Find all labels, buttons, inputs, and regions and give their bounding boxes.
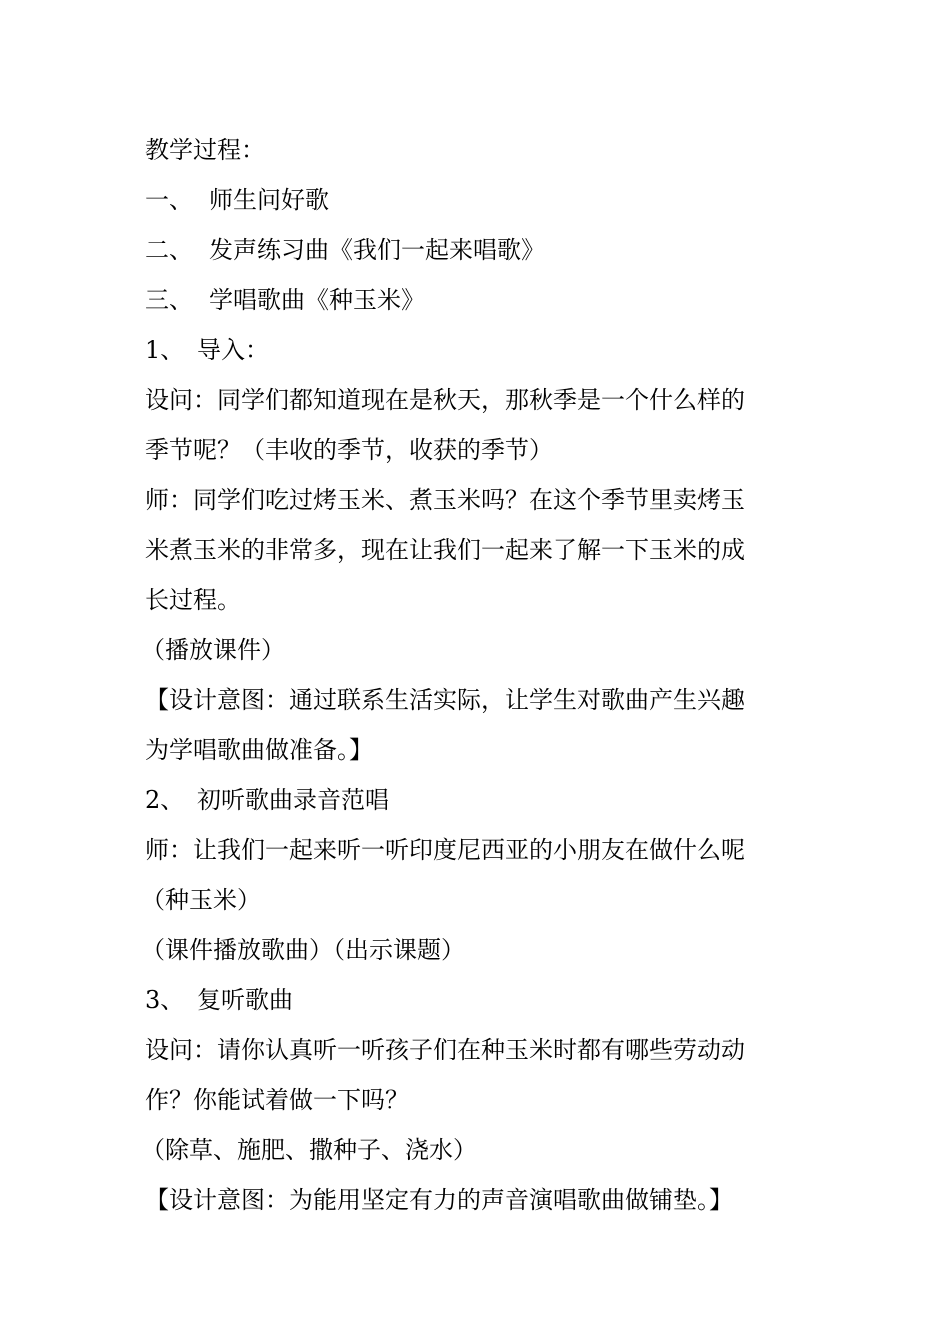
paragraph-line xyxy=(145,375,815,425)
line-text: 【设计意图：为能用坚定有力的声音演唱歌曲做铺垫。】 xyxy=(145,1186,733,1214)
paragraph-line xyxy=(145,425,815,475)
line-text: 师生问好歌 xyxy=(209,186,329,214)
document-body xyxy=(141,125,815,1225)
paragraph-line xyxy=(141,875,815,925)
line-text: 教学过程： xyxy=(145,136,265,164)
paragraph-line xyxy=(145,1025,815,1075)
section-heading xyxy=(145,125,815,175)
line-text: 初听歌曲录音范唱 xyxy=(197,786,389,814)
line-text: 为学唱歌曲做准备。】 xyxy=(145,736,373,764)
item-number: 三、 xyxy=(145,286,193,314)
paragraph-line xyxy=(145,575,815,625)
paragraph-line xyxy=(141,925,815,975)
paragraph-line xyxy=(145,475,815,525)
line-text: （课件播放歌曲）（出示课题） xyxy=(141,936,465,964)
line-text: 米煮玉米的非常多，现在让我们一起来了解一下玉米的成 xyxy=(145,536,745,564)
paragraph-line xyxy=(145,525,815,575)
item-number: 3、 xyxy=(145,986,185,1014)
paragraph-line xyxy=(141,1125,815,1175)
numbered-subitem xyxy=(145,975,815,1025)
line-text: 【设计意图：通过联系生活实际，让学生对歌曲产生兴趣 xyxy=(145,686,745,714)
line-text: 设问：请你认真听一听孩子们在种玉米时都有哪些劳动动 xyxy=(145,1036,745,1064)
numbered-item xyxy=(145,275,815,325)
paragraph-line xyxy=(145,1075,815,1125)
line-text: 设问：同学们都知道现在是秋天，那秋季是一个什么样的 xyxy=(145,386,745,414)
design-intent-note xyxy=(145,1175,815,1225)
line-text: （播放课件） xyxy=(141,636,285,664)
line-text: 师：同学们吃过烤玉米、煮玉米吗？在这个季节里卖烤玉 xyxy=(145,486,745,514)
line-text: （种玉米） xyxy=(141,886,261,914)
line-text: 师：让我们一起来听一听印度尼西亚的小朋友在做什么呢 xyxy=(145,836,745,864)
numbered-item xyxy=(145,225,815,275)
line-text: 作？你能试着做一下吗？ xyxy=(145,1086,409,1114)
numbered-item xyxy=(145,175,815,225)
line-text: 导入： xyxy=(197,336,269,364)
item-number: 2、 xyxy=(145,786,185,814)
item-number: 1、 xyxy=(145,336,185,364)
line-text: 长过程。 xyxy=(145,586,241,614)
line-text: 复听歌曲 xyxy=(197,986,293,1014)
line-text: 发声练习曲《我们一起来唱歌》 xyxy=(209,236,545,264)
item-number: 二、 xyxy=(145,236,193,264)
paragraph-line xyxy=(141,625,815,675)
numbered-subitem xyxy=(145,775,815,825)
design-intent-note xyxy=(145,675,815,725)
numbered-subitem xyxy=(145,325,815,375)
line-text: 学唱歌曲《种玉米》 xyxy=(209,286,425,314)
paragraph-line xyxy=(145,825,815,875)
line-text: 季节呢？（丰收的季节，收获的季节） xyxy=(145,436,553,464)
paragraph-line xyxy=(145,725,815,775)
line-text: （除草、施肥、撒种子、浇水） xyxy=(141,1136,477,1164)
item-number: 一、 xyxy=(145,186,193,214)
